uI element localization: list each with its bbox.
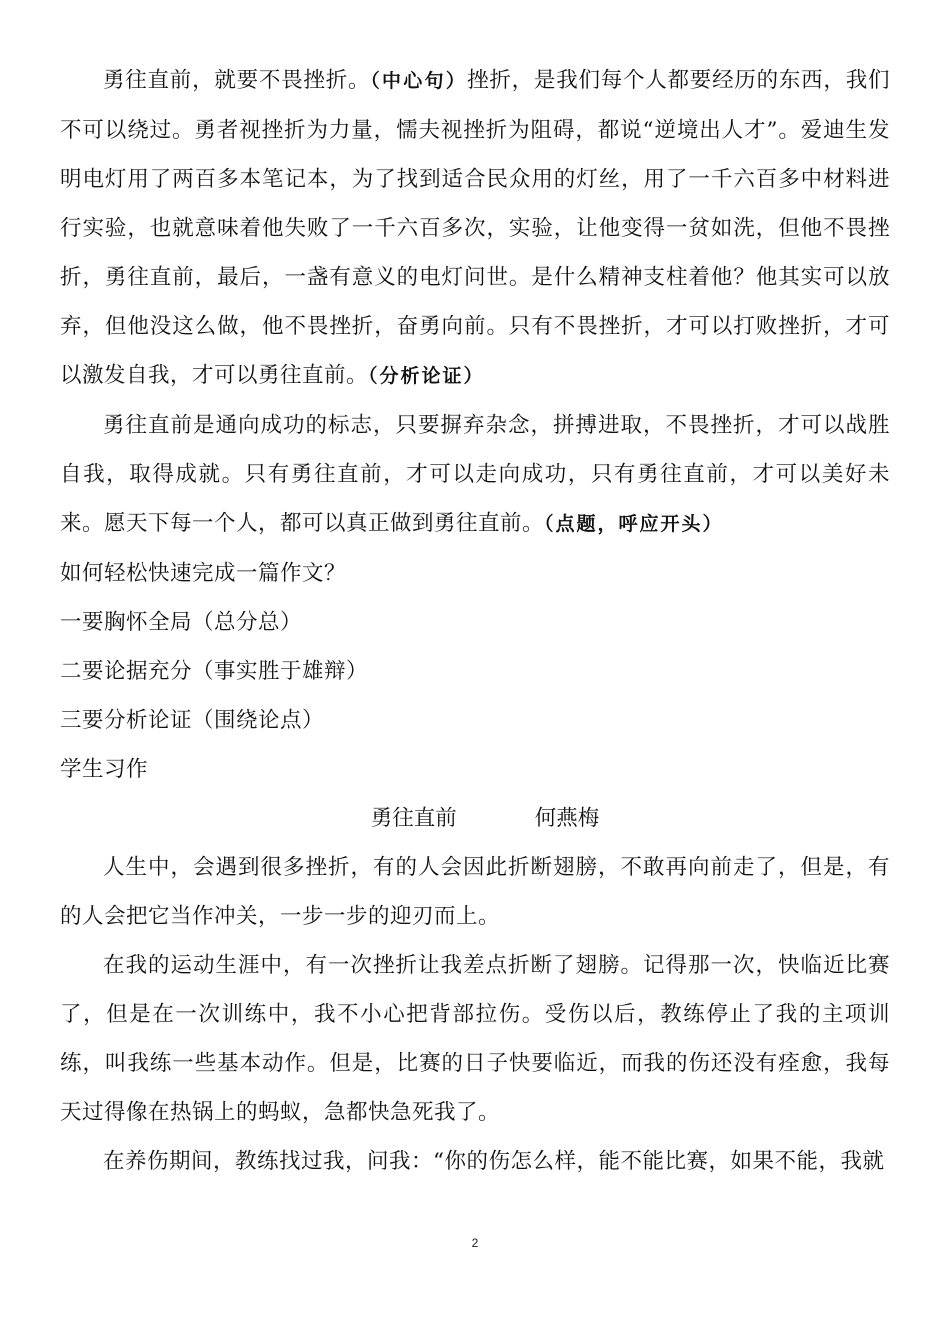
paragraph-text: 勇往直前是通向成功的标志，只要摒弃杂念，拼搏进取，不畏挫折，才可以战胜自我，取得成就。只有勇往直前，才可以走向成功，只有勇往直前，才可以美好未来。愿天下每一个人，都可以真正做到勇往直前。 [60, 413, 890, 536]
essay-author: 何燕梅 [534, 806, 600, 831]
essay-paragraph: 在我的运动生涯中，有一次挫折让我差点折断了翅膀。记得那一次，快临近比赛了，但是在一次训练中，我不小心把背部拉伤。受伤以后，教练停止了我的主项训练，叫我练一些基本动作。但是，比赛的日子快要临近，而我的伤还没有痊愈，我每天过得像在热锅上的蚂蚁，急都快急死我了。 [60, 953, 890, 1125]
annotation-analysis: （分析论证） [368, 365, 485, 387]
page-number: 2 [471, 1236, 479, 1250]
essay-title: 勇往直前 [370, 806, 457, 831]
paragraph-central-sentence [60, 56, 890, 401]
essay-title-line [60, 794, 890, 843]
tip-line-2: 二要论据充分（事实胜于雄辩） [60, 659, 369, 684]
paragraph-conclusion [60, 401, 890, 549]
section-heading: 学生习作 [60, 757, 149, 782]
essay-paragraph: 在养伤期间，教练找过我，问我：“你的伤怎么样，能不能比赛，如果不能，我就 [103, 1149, 885, 1174]
annotation-central-sentence: （中心句） [370, 70, 468, 92]
annotation-echo-opening: （点题，呼应开头） [544, 513, 724, 535]
paragraph-text: 勇往直前，就要不畏挫折。 [103, 68, 371, 93]
document-page [60, 56, 890, 1186]
paragraph-text: 挫折，是我们每个人都要经历的东西，我们不可以绕过。勇者视挫折为力量，懦夫视挫折为阻碍，都说“逆境出人才”。爱迪生发明电灯用了两百多本笔记本，为了找到适合民众用的灯丝，用了一千六百多中材料进行实验，也就意味着他失败了一千六百多次，实验，让他变得一贫如洗，但他不畏挫折，勇往直前，最后，一盏有意义的电灯问世。是什么精神支柱着他？他其实可以放弃，但他没这么做，他不畏挫折，奋勇向前。只有不畏挫折，才可以打败挫折，才可以激发自我，才可以勇往直前。 [60, 68, 890, 388]
question-heading: 如何轻松快速完成一篇作文？ [60, 561, 347, 586]
tip-line-1: 一要胸怀全局（总分总） [60, 610, 303, 635]
tip-line-3: 三要分析论证（围绕论点） [60, 708, 325, 733]
essay-paragraph: 人生中，会遇到很多挫折，有的人会因此折断翅膀，不敢再向前走了，但是，有的人会把它当作冲关，一步一步的迎刃而上。 [60, 855, 890, 929]
